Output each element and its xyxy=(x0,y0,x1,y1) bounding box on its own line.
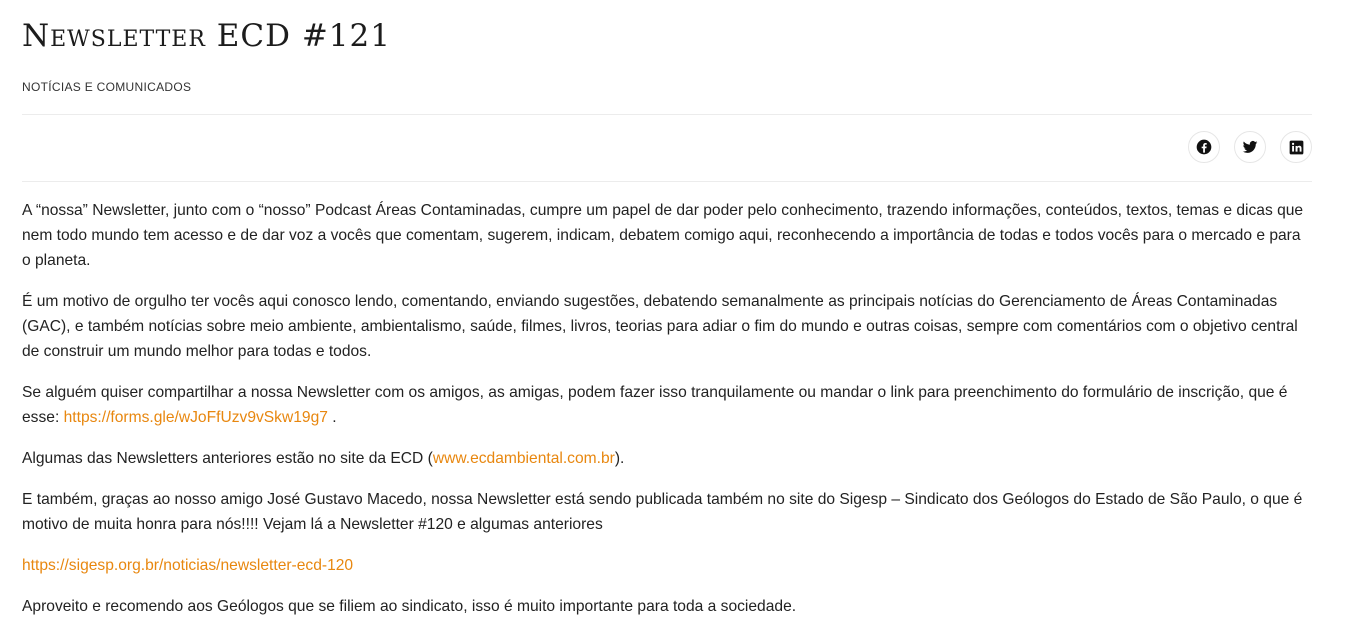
share-facebook-button[interactable] xyxy=(1188,131,1220,163)
share-bar xyxy=(1188,131,1312,163)
page-title: Newsletter ECD #121 xyxy=(22,18,391,54)
form-link[interactable]: https://forms.gle/wJoFfUzv9vSkw19g7 xyxy=(63,409,328,426)
paragraph-sigesp-link xyxy=(22,553,1312,578)
paragraph-recommend: Aproveito e recomendo aos Geólogos que se filiem ao sindicato, isso é muito importante para toda a sociedade. xyxy=(22,598,797,615)
paragraph-sigesp: E também, graças ao nosso amigo José Gustavo Macedo, nossa Newsletter está sendo publicada também no site do Sigesp – Sindicato dos Geólogos do Estado de São Paulo, o que é motivo de muita honra para nós!!!! Vejam lá a Newsletter #120 e algumas anteriores xyxy=(22,491,1303,533)
paragraph-share-end: . xyxy=(327,409,337,426)
paragraph-previous-text: Algumas das Newsletters anteriores estão no site da ECD ( xyxy=(22,450,433,467)
share-twitter-button[interactable] xyxy=(1234,131,1266,163)
paragraph-share-text: Se alguém quiser compartilhar a nossa Newsletter com os amigos, as amigas, podem fazer isso tranquilamente ou mandar o link para preenchimento do formulário de inscrição, que é esse: xyxy=(22,384,1288,426)
divider-top xyxy=(22,114,1312,115)
ecd-site-link[interactable]: www.ecdambiental.com.br xyxy=(432,450,615,467)
paragraph-intro: A “nossa” Newsletter, junto com o “nosso” Podcast Áreas Contaminadas, cumpre um papel de dar poder pelo conhecimento, trazendo informações, conteúdos, textos, temas e dicas que nem todo mundo tem acesso e de dar voz a vocês que comentam, sugerem, indicam, debatem comigo aqui, reconhecendo a importância de todas e todos vocês para o mercado e para o planeta. xyxy=(22,202,1304,269)
paragraph-previous xyxy=(22,446,1312,471)
twitter-icon xyxy=(1242,139,1258,155)
paragraph-share xyxy=(22,380,1312,430)
article-body xyxy=(22,198,1312,635)
category-link[interactable]: NOTÍCIAS E COMUNICADOS xyxy=(22,80,192,94)
paragraph-pride: É um motivo de orgulho ter vocês aqui conosco lendo, comentando, enviando sugestões, debatendo semanalmente as principais notícias do Gerenciamento de Áreas Contaminadas (GAC), e também notícias sobre meio ambiente, ambientalismo, saúde, filmes, livros, teorias para adiar o fim do mundo e outras coisas, sempre com comentários com o objetivo central de construir um mundo melhor para todas e todos. xyxy=(22,293,1298,360)
sigesp-link[interactable]: https://sigesp.org.br/noticias/newsletter-ecd-120 xyxy=(22,557,354,574)
divider-bottom xyxy=(22,181,1312,182)
share-linkedin-button[interactable] xyxy=(1280,131,1312,163)
linkedin-icon xyxy=(1289,140,1304,155)
facebook-icon xyxy=(1196,139,1212,155)
paragraph-previous-end: ). xyxy=(614,450,625,467)
